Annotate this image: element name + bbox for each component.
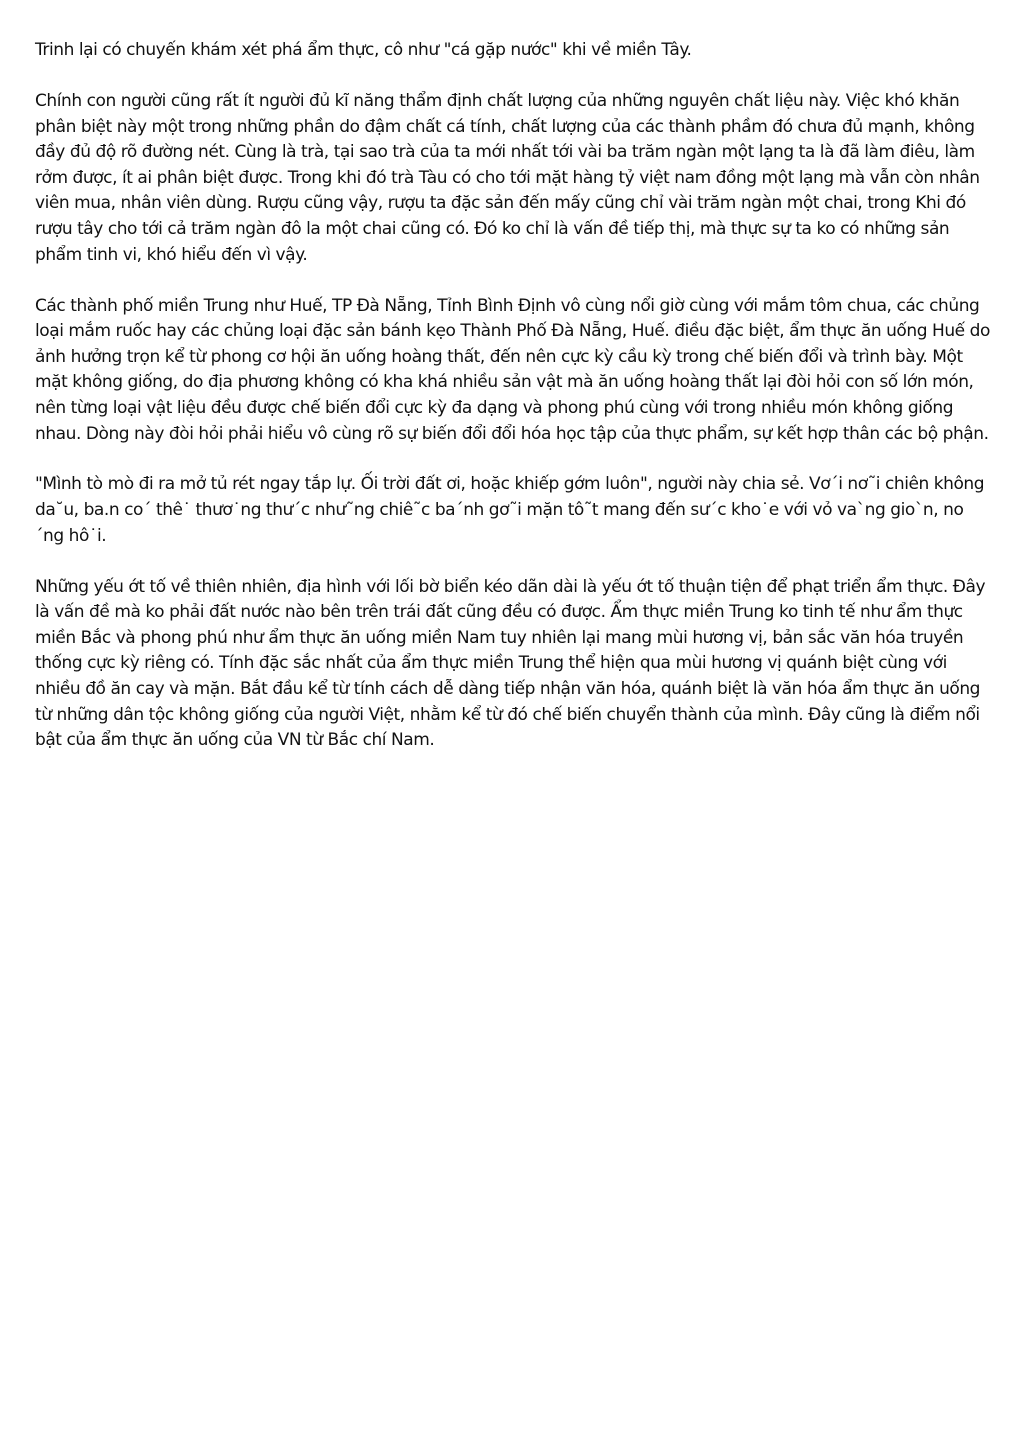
paragraph-intro: Trinh lại có chuyến khám xét phá ẩm thực, cô như "cá gặp nước" khi về miền Tây. [35, 40, 692, 60]
paragraph-central-cuisine: Những yếu ớt tố về thiên nhiên, địa hình với lối bờ biển kéo dãn dài là yếu ớt tố thuận tiện để phạt triển ẩm thực. Đây là vấn đề mà ko phải đất nước nào bên trên trái đất cũng đều có được. Ẩm thực miền Trung ko tinh tế như ẩm thực miền Bắc và phong phú như ẩm thực ăn uống miền Nam tuy nhiên lại mang mùi hương vị, bản sắc văn hóa truyền thống cực kỳ riêng có. Tính đặc sắc nhất của ẩm thực miền Trung thể hiện qua mùi hương vị quánh biệt cùng với nhiều đồ ăn cay và mặn. Bắt đầu kể từ tính cách dễ dàng tiếp nhận văn hóa, quánh biệt là văn hóa ẩm thực ăn uống từ những dân tộc không giống của người Việt, nhằm kể từ đó chế biến chuyển thành của mình. Đây cũng là điểm nổi bật của ẩm thực ăn uống của VN từ Bắc chí Nam. [35, 576, 986, 751]
paragraph-tea-wine: Chính con người cũng rất ít người đủ kĩ năng thẩm định chất lượng của những nguyên chất liệu này. Việc khó khăn phân biệt này một trong những phần do đậm chất cá tính, chất lượng của các thành phầm đó chưa đủ mạnh, không đầy đủ độ rõ đường nét. Cùng là trà, tại sao trà của ta mới nhất tới vài ba trăm ngàn một lạng ta là đã làm điêu, làm rởm được, ít ai phân biệt được. Trong khi đó trà Tàu có cho tới mặt hàng tỷ việt nam đồng một lạng mà vẫn còn nhân viên mua, nhân viên dùng. Rượu cũng vậy, rượu ta đặc sản đến mấy cũng chỉ vài trăm ngàn một chai, trong Khi đó rượu tây cho tới cả trăm ngàn đô la một chai cũng có. Đó ko chỉ là vấn đề tiếp thị, mà thực sự ta ko có những sản phẩm tinh vi, khó hiểu đến vì vậy. [35, 90, 980, 265]
paragraph-central-cities: Các thành phố miền Trung như Huế, TP Đà Nẵng, Tỉnh Bình Định vô cùng nổi giờ cùng với mắm tôm chua, các chủng loại mắm ruốc hay các chủng loại đặc sản bánh kẹo Thành Phố Đà Nẵng, Huế. điều đặc biệt, ẩm thực ăn uống Huế do ảnh hưởng trọn kể từ phong cơ hội ăn uống hoàng thất, đến nên cực kỳ cầu kỳ trong chế biến đổi và trình bày. Một mặt không giống, do địa phương không có kha khá nhiều sản vật mà ăn uống hoàng thất lại đòi hỏi con số lớn món, nên từng loại vật liệu đều được chế biến đổi cực kỳ đa dạng và phong phú cùng với trong nhiều món không giống nhau. Dòng này đòi hỏi phải hiểu vô cùng rõ sự biến đổi đổi hóa học tập của thực phẩm, sự kết hợp thân các bộ phận. [35, 295, 990, 444]
document-page [35, 38, 990, 779]
paragraph-quote: "Mình tò mò đi ra mở tủ rét ngay tắp lự. Ối trời đất ơi, hoặc khiếp gớm luôn", người này chia sẻ. Vơ´i nơ˜i chiên không da˘u, ba.n co´ thê˙ thươ˙ng thư´c như˜ng chiê˜c ba´nh gơ˜i mặn tô˜t mang đến sư´c kho˙e với vỏ va`ng gio`n, no´ng hô˙i. [35, 474, 985, 546]
